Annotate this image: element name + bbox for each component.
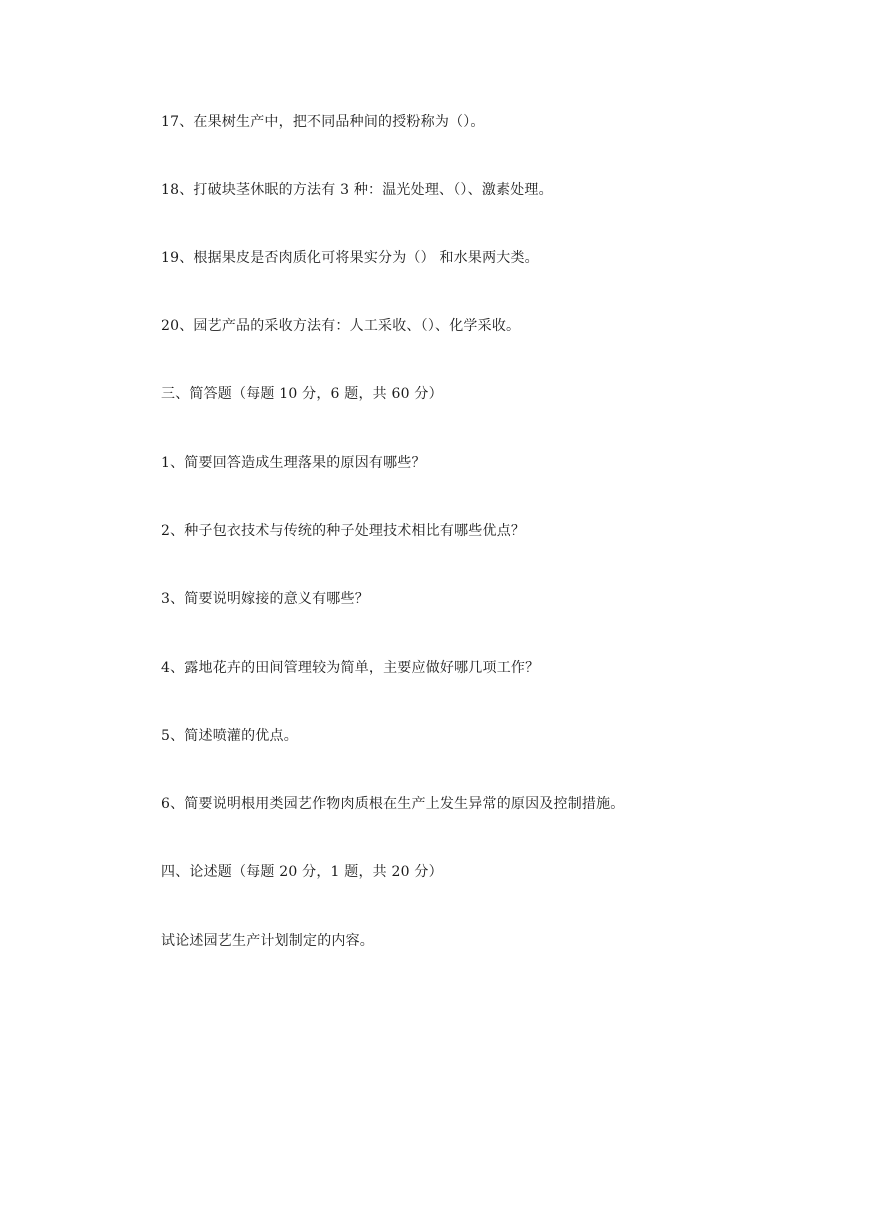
fill-in-question-17: 17、在果树生产中，把不同品种间的授粉称为（）。 — [161, 114, 485, 130]
section-heading-essay: 四、论述题（每题 20 分，1 题，共 20 分） — [161, 864, 443, 880]
fill-in-question-19: 19、根据果皮是否肉质化可将果实分为（） 和水果两大类。 — [161, 250, 539, 266]
short-answer-question-1: 1、简要回答造成生理落果的原因有哪些？ — [161, 455, 426, 471]
fill-in-question-20: 20、园艺产品的采收方法有：人工采收、（）、化学采收。 — [161, 318, 521, 334]
short-answer-question-4: 4、露地花卉的田间管理较为简单，主要应做好哪几项工作？ — [161, 660, 540, 676]
essay-question: 试论述园艺生产计划制定的内容。 — [161, 933, 374, 949]
fill-in-question-18: 18、打破块茎休眠的方法有 3 种：温光处理、（）、激素处理。 — [161, 182, 553, 198]
short-answer-question-3: 3、简要说明嫁接的意义有哪些？ — [161, 591, 369, 607]
short-answer-question-2: 2、种子包衣技术与传统的种子处理技术相比有哪些优点？ — [161, 523, 526, 539]
section-heading-short-answer: 三、简答题（每题 10 分，6 题，共 60 分） — [161, 386, 443, 402]
short-answer-question-5: 5、简述喷灌的优点。 — [161, 728, 298, 744]
short-answer-question-6: 6、简要说明根用类园艺作物肉质根在生产上发生异常的原因及控制措施。 — [161, 796, 625, 812]
